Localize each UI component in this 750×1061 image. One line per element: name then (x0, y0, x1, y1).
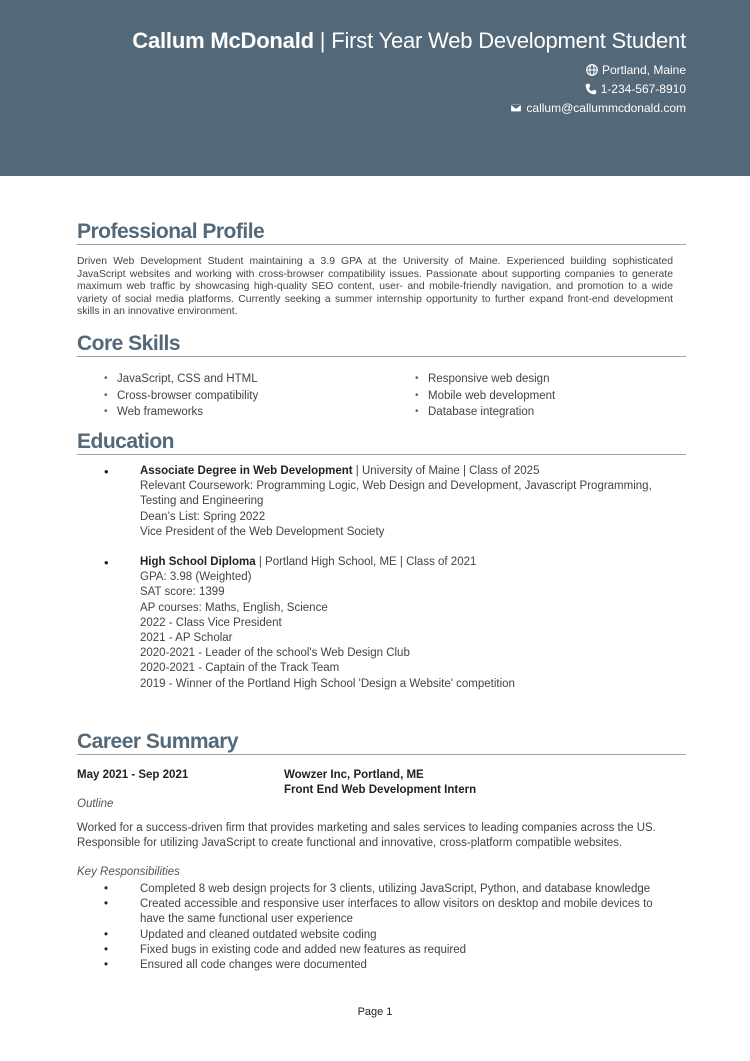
education-line: Dean’s List: Spring 2022 (140, 510, 266, 523)
responsibility-text: Fixed bugs in existing code and added new features as required (140, 943, 467, 956)
education-heading: Education (77, 429, 686, 455)
career-heading: Career Summary (77, 729, 686, 755)
globe-icon (586, 64, 598, 76)
responsibility-item (104, 943, 680, 958)
education-line: 2019 - Winner of the Portland High School 'Design a Website' competition (140, 677, 515, 690)
skills-column-left (104, 371, 258, 421)
responsibility-item (104, 958, 680, 973)
contact-email (510, 101, 686, 115)
profile-summary: Driven Web Development Student maintaining a 3.9 GPA at the University of Maine. Experienced building sophisticated JavaScript websites and working with cross-browser compatibility issues. Passionate about supporting companies to generate maximum web traffic by showcasing high-quality SEO content, user- and mobile-friendly navigation, and promotion to a wide variety of social media platforms. Currently seeking a summer internship opportunity to further expand front-end development skills in an innovative environment. (77, 256, 673, 318)
responsibility-item (104, 897, 680, 927)
degree-details: | Portland High School, ME | Class of 2021 (255, 556, 477, 568)
education-line: SAT score: 1399 (140, 586, 225, 599)
responsibility-text: Completed 8 web design projects for 3 clients, utilizing JavaScript, Python, and database knowledge (140, 883, 651, 895)
candidate-name: Callum McDonald (132, 28, 314, 53)
skill-item: • JavaScript, CSS and HTML (104, 371, 258, 388)
bullet-icon: • (104, 943, 109, 956)
responsibilities-list (104, 882, 680, 973)
skill-item: • Web frameworks (104, 404, 258, 421)
bullet-icon: • (104, 928, 109, 941)
education-entry (140, 555, 680, 692)
profile-heading: Professional Profile (77, 219, 686, 245)
responsibility-text: Ensured all code changes were documented (140, 959, 367, 972)
outline-label: Outline (77, 798, 114, 810)
education-header (140, 464, 680, 479)
job-role: Front End Web Development Intern (284, 784, 477, 796)
education-line: AP courses: Maths, English, Science (140, 601, 328, 614)
responsibility-text: Updated and cleaned outdated website coding (140, 928, 377, 941)
education-line: Relevant Coursework: Programming Logic, Web Design and Development, Javascript Programming, Testing and Engineering (140, 480, 652, 508)
skills-heading: Core Skills (77, 331, 686, 357)
skills-column-right (415, 371, 555, 421)
degree-details: | University of Maine | Class of 2025 (352, 465, 540, 477)
job-company (284, 768, 476, 798)
phone-icon (585, 83, 597, 95)
bullet-icon: • (104, 883, 109, 895)
job-dates: May 2021 - Sep 2021 (77, 769, 189, 781)
bullet-icon: • (104, 464, 109, 479)
skill-item: • Database integration (415, 404, 555, 421)
degree-name: Associate Degree in Web Development (140, 465, 353, 477)
bullet-icon: • (104, 555, 109, 570)
education-line: 2022 - Class Vice President (140, 616, 282, 629)
responsibility-item (104, 882, 680, 897)
bullet-icon: • (104, 898, 109, 911)
phone-text: 1-234-567-8910 (600, 82, 686, 96)
education-line: 2021 - AP Scholar (140, 632, 233, 645)
education-line: 2020-2021 - Leader of the school's Web Design Club (140, 647, 410, 660)
education-line: GPA: 3.98 (Weighted) (140, 571, 252, 584)
contact-phone (585, 82, 686, 96)
envelope-icon (510, 102, 522, 114)
skill-item: • Cross-browser compatibility (104, 388, 258, 405)
bullet-icon: • (104, 959, 109, 972)
header-banner (0, 0, 750, 176)
title-separator: | (319, 28, 326, 53)
company-name: Wowzer Inc, Portland, ME (284, 769, 424, 781)
contact-location (586, 63, 686, 77)
job-outline: Worked for a success-driven firm that provides marketing and sales services to leading companies across the US. Responsible for utilizing JavaScript to create functional and innovative, cross-platform compatible websites. (77, 822, 656, 850)
responsibility-text: Created accessible and responsive user interfaces to allow visitors on desktop and mobile devices to have the same functional user experience (140, 898, 653, 926)
email-link[interactable]: callum@callummcdonald.com (526, 101, 686, 115)
page-number: Page 1 (357, 1006, 393, 1018)
education-line: 2020-2021 - Captain of the Track Team (140, 662, 340, 675)
candidate-title: First Year Web Development Student (331, 28, 686, 53)
responsibilities-label: Key Responsibilities (77, 866, 180, 878)
education-entry (140, 464, 680, 540)
education-line: Vice President of the Web Development Society (140, 525, 385, 538)
education-header (140, 555, 680, 570)
responsibility-item (104, 928, 680, 943)
skill-item: • Mobile web development (415, 388, 555, 405)
degree-name: High School Diploma (140, 556, 256, 568)
skill-item: • Responsive web design (415, 371, 555, 388)
location-text: Portland, Maine (601, 63, 686, 77)
resume-title (132, 28, 686, 54)
